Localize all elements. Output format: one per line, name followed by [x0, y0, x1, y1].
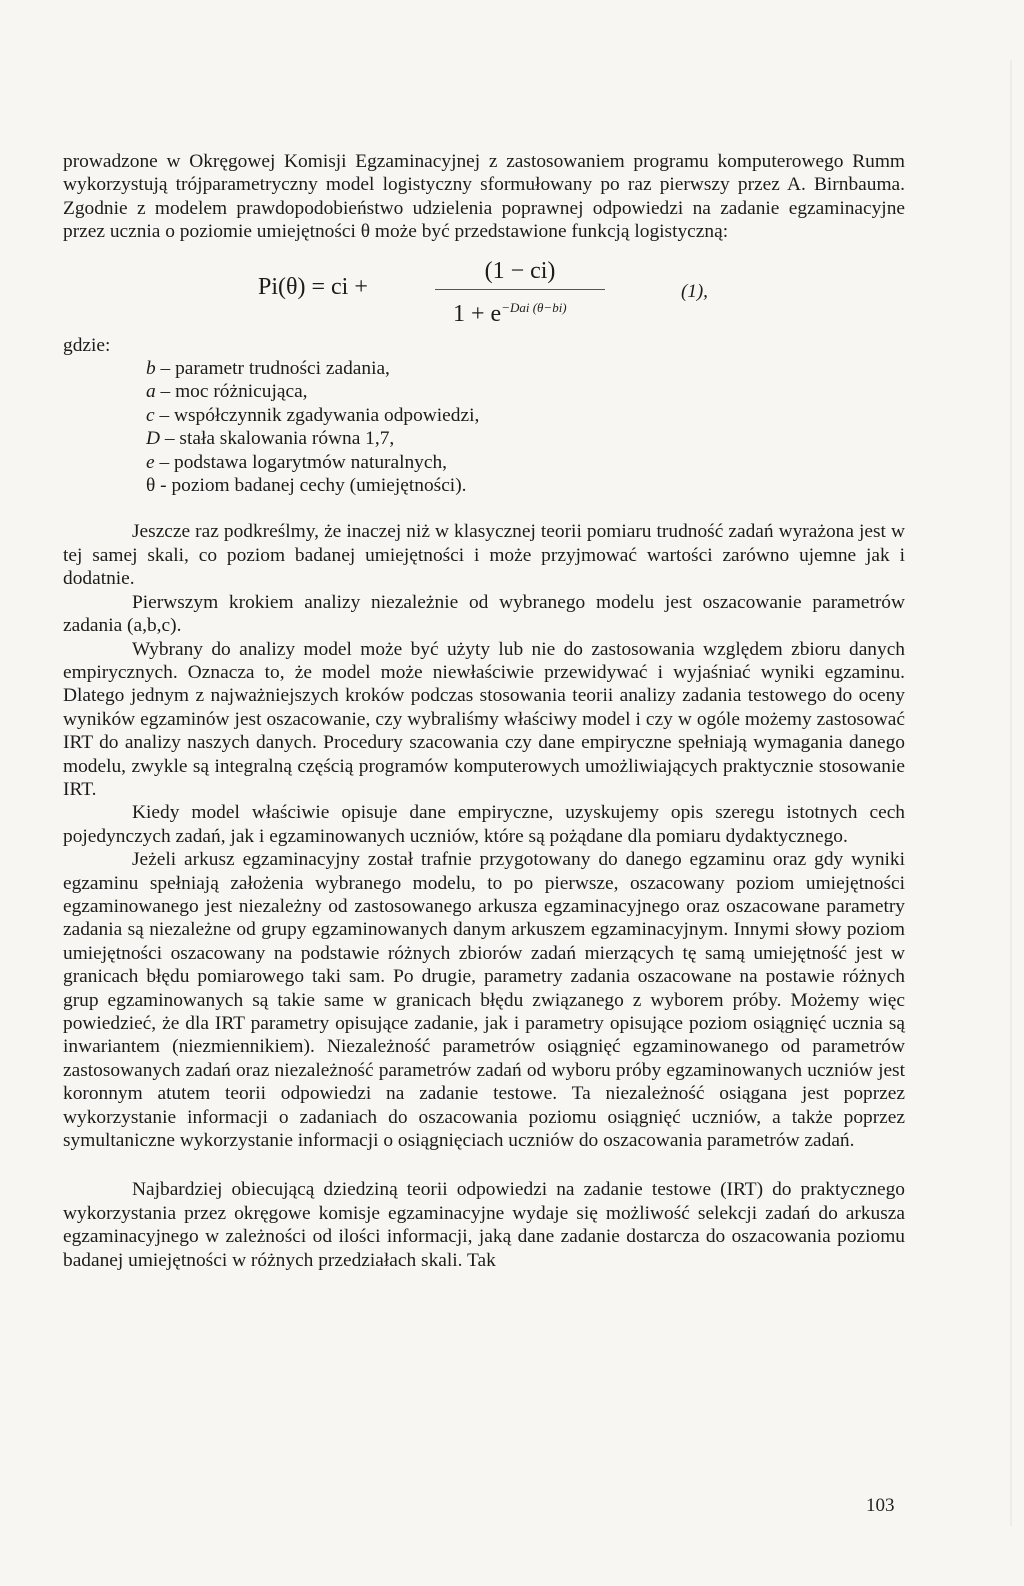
- definition-item: e – podstawa logarytmów naturalnych,: [146, 451, 448, 473]
- formula-tag: (1),: [681, 280, 708, 302]
- paragraph-intro: prowadzone w Okręgowej Komisji Egzaminacyjnej z zastosowaniem programu komputerowego Rumm wykorzystują trójparametryczny model logistyczny sformułowany po raz pierwszy przez A. Birnbauma. Zgodnie z modelem prawdopodobieństwo udzielenia poprawnej odpowiedzi na zadanie egzaminacyjne przez ucznia o poziomie umiejętności θ może być przedstawione funkcją logistyczną:: [63, 151, 905, 243]
- paragraph: Najbardziej obiecującą dziedziną teorii odpowiedzi na zadanie testowe (IRT) do praktycznego wykorzystania przez okręgowe komisje egzaminacyjne wydaje się możliwość selekcji zadań do arkusza egzaminacyjnego w zależności od ilości informacji, jaką dane zadanie dostarcza do oszacowania poziomu badanej umiejętności w różnych przedziałach skali. Tak: [63, 1179, 905, 1271]
- fraction-bar: [435, 289, 605, 290]
- definition-item: θ - poziom badanej cechy (umiejętności).: [146, 475, 467, 497]
- definition-item: b – parametr trudności zadania,: [146, 358, 390, 380]
- paragraph: Jeżeli arkusz egzaminacyjny został trafnie przygotowany do danego egzaminu oraz gdy wyniki egzaminu spełniają założenia wybranego modelu, to po pierwsze, oszacowany poziom umiejętności egzaminowanego jest niezależny od zastosowanego arkusza egzaminacyjnego oraz oszacowane parametry zadania są niezależne od grupy egzaminowanych danym arkuszem egzaminacyjnym. Innymi słowy poziom umiejętności oszacowany na podstawie różnych zbiorów zadań mierzących tę samą umiejętność jest w granicach błędu pomiarowego taki sam. Po drugie, parametry zadania oszacowane na postawie różnych grup egzaminowanych są takie same w granicach błędu związanego z wyborem próby. Możemy więc powiedzieć, że dla IRT parametry opisujące zadanie, jak i parametry opisujące poziom osiągnięć ucznia są inwariantem (niezmiennikiem). Niezależność parametrów osiągnięć egzaminowanego od parametrów zastosowanych zadań oraz niezależność parametrów zadań od wyboru próby egzaminowanych uczniów jest koronnym atutem teorii odpowiedzi na zadanie testowe. Ta niezależność osiągana jest poprzez wykorzystanie informacji o zadaniach do oszacowania poziomu osiągnięć uczniów, a także poprzez symultaniczne wykorzystanie informacji o osiągnięciach uczniów do oszacowania parametrów zadań.: [63, 849, 905, 1152]
- definition-item: D – stała skalowania równa 1,7,: [146, 428, 395, 450]
- formula-exponent: −Dai (θ−bi): [501, 299, 567, 315]
- formula-lhs: Pi(θ) = ci +: [258, 273, 368, 300]
- page-edge: [1010, 60, 1012, 1526]
- page-number: 103: [866, 1495, 895, 1516]
- formula-fraction: [435, 256, 605, 327]
- formula-numerator: (1 − ci): [484, 257, 556, 284]
- page-body: [63, 150, 905, 1272]
- logistic-formula: [63, 250, 905, 334]
- paragraph: Wybrany do analizy model może być użyty lub nie do zastosowania względem zbioru danych empirycznych. Oznacza to, że model może niewłaściwie przewidywać i wyjaśniać wyniki egzaminu. Dlatego jednym z najważniejszych kroków podczas stosowania teorii analizy zadania testowego do oceny wyników egzaminów jest oszacowanie, czy wybraliśmy właściwy model i czy w ogóle możemy zastosować IRT do analizy naszych danych. Procedury szacowania czy dane empiryczne spełniają wymagania danego modelu, zwykle są integralną częścią programów komputerowych umożliwiających praktycznie stosowanie IRT.: [63, 638, 905, 800]
- definition-item: c – współczynnik zgadywania odpowiedzi,: [146, 404, 480, 426]
- where-label: gdzie:: [63, 334, 111, 356]
- paragraph: Jeszcze raz podkreślmy, że inaczej niż w klasycznej teorii pomiaru trudność zadań wyrażona jest w tej samej skali, co poziom badanej umiejętności i może przyjmować wartości zarówno ujemne jak i dodatnie.: [63, 521, 905, 590]
- definition-item: a – moc różnicująca,: [146, 381, 308, 403]
- paragraph: Kiedy model właściwie opisuje dane empiryczne, uzyskujemy opis szeregu istotnych cech pojedynczych zadań, jak i egzaminowanych uczniów, które są pożądane dla pomiaru dydaktycznego.: [63, 802, 905, 847]
- paragraph: Pierwszym krokiem analizy niezależnie od wybranego modelu jest oszacowanie parametrów zadania (a,b,c).: [63, 591, 905, 637]
- formula-denominator: $1 + e^{-Dai (\theta-bi)}$: [453, 299, 567, 327]
- definition-list: [63, 357, 905, 497]
